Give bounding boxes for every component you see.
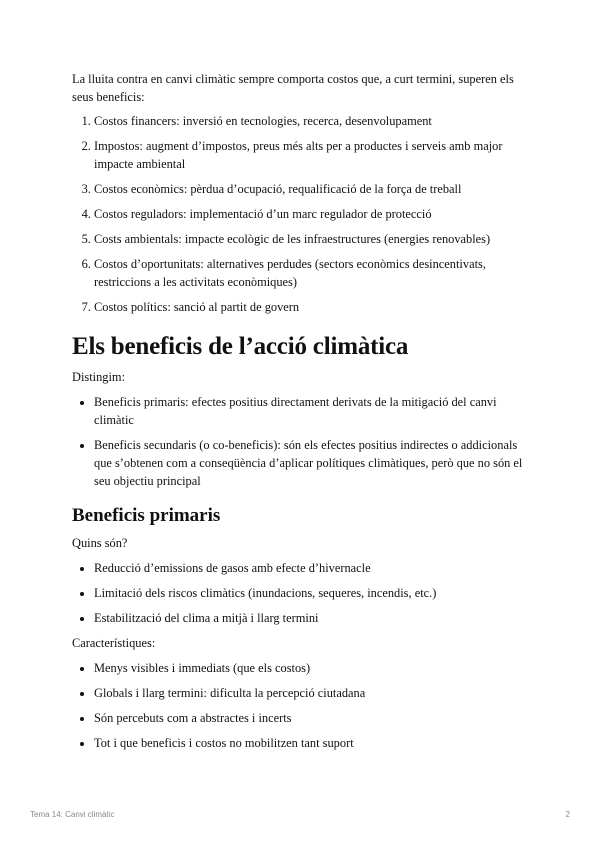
list-item: 6. Costos d’oportunitats: alternatives perdudes (sectors econòmics desincentivats, restriccions a les activitats econòmiques) [94,255,532,291]
which-label: Quins són? [72,536,128,550]
list-item: • Estabilització del clima a mitjà i llarg termini [94,609,532,627]
page-number: 2 [565,810,570,819]
list-item: 1. Costos financers: inversió en tecnologies, recerca, desenvolupament [94,112,532,130]
list-item: • Tot i que beneficis i costos no mobilitzen tant suport [94,734,532,752]
benefits-lead: Distingim: [72,370,126,384]
costs-list [72,112,532,316]
list-item: 2. Impostos: augment d’impostos, preus més alts per a productes i serveis amb major impacte ambiental [94,137,532,173]
list-item: • Menys visibles i immediats (que els costos) [94,659,532,677]
benefits-heading: Els beneficis de l’acció climàtica [72,333,409,360]
page-content [72,70,532,759]
footer-title: Tema 14: Canvi climàtic [30,810,115,819]
list-item: • Globals i llarg termini: dificulta la percepció ciutadana [94,684,532,702]
list-item: 4. Costos reguladors: implementació d’un marc regulador de protecció [94,205,532,223]
primary-benefits-heading: Beneficis primaris [72,505,221,526]
list-item: • Beneficis primaris: efectes positius directament derivats de la mitigació del canvi climàtic [94,393,532,429]
list-item: • Reducció d’emissions de gasos amb efecte d’hivernacle [94,559,532,577]
list-item: • Limitació dels riscos climàtics (inundacions, sequeres, incendis, etc.) [94,584,532,602]
list-item: 7. Costos polítics: sanció al partit de govern [94,298,532,316]
list-item: 3. Costos econòmics: pèrdua d’ocupació, requalificació de la força de treball [94,180,532,198]
traits-label: Característiques: [72,636,156,650]
benefits-list [72,393,532,490]
list-item: • Són percebuts com a abstractes i incerts [94,709,532,727]
list-item: 5. Costs ambientals: impacte ecològic de les infraestructures (energies renovables) [94,230,532,248]
traits-list [72,659,532,752]
which-list [72,559,532,627]
page-footer [30,810,570,819]
intro-paragraph: La lluita contra en canvi climàtic sempre comporta costos que, a curt termini, superen els seus beneficis: [72,72,514,104]
list-item: • Beneficis secundaris (o co-beneficis): són els efectes positius indirectes o addicionals que s’obtenen com a conseqüència d’aplicar polítiques climàtiques, però que no són el seu objectiu principal [94,436,532,490]
